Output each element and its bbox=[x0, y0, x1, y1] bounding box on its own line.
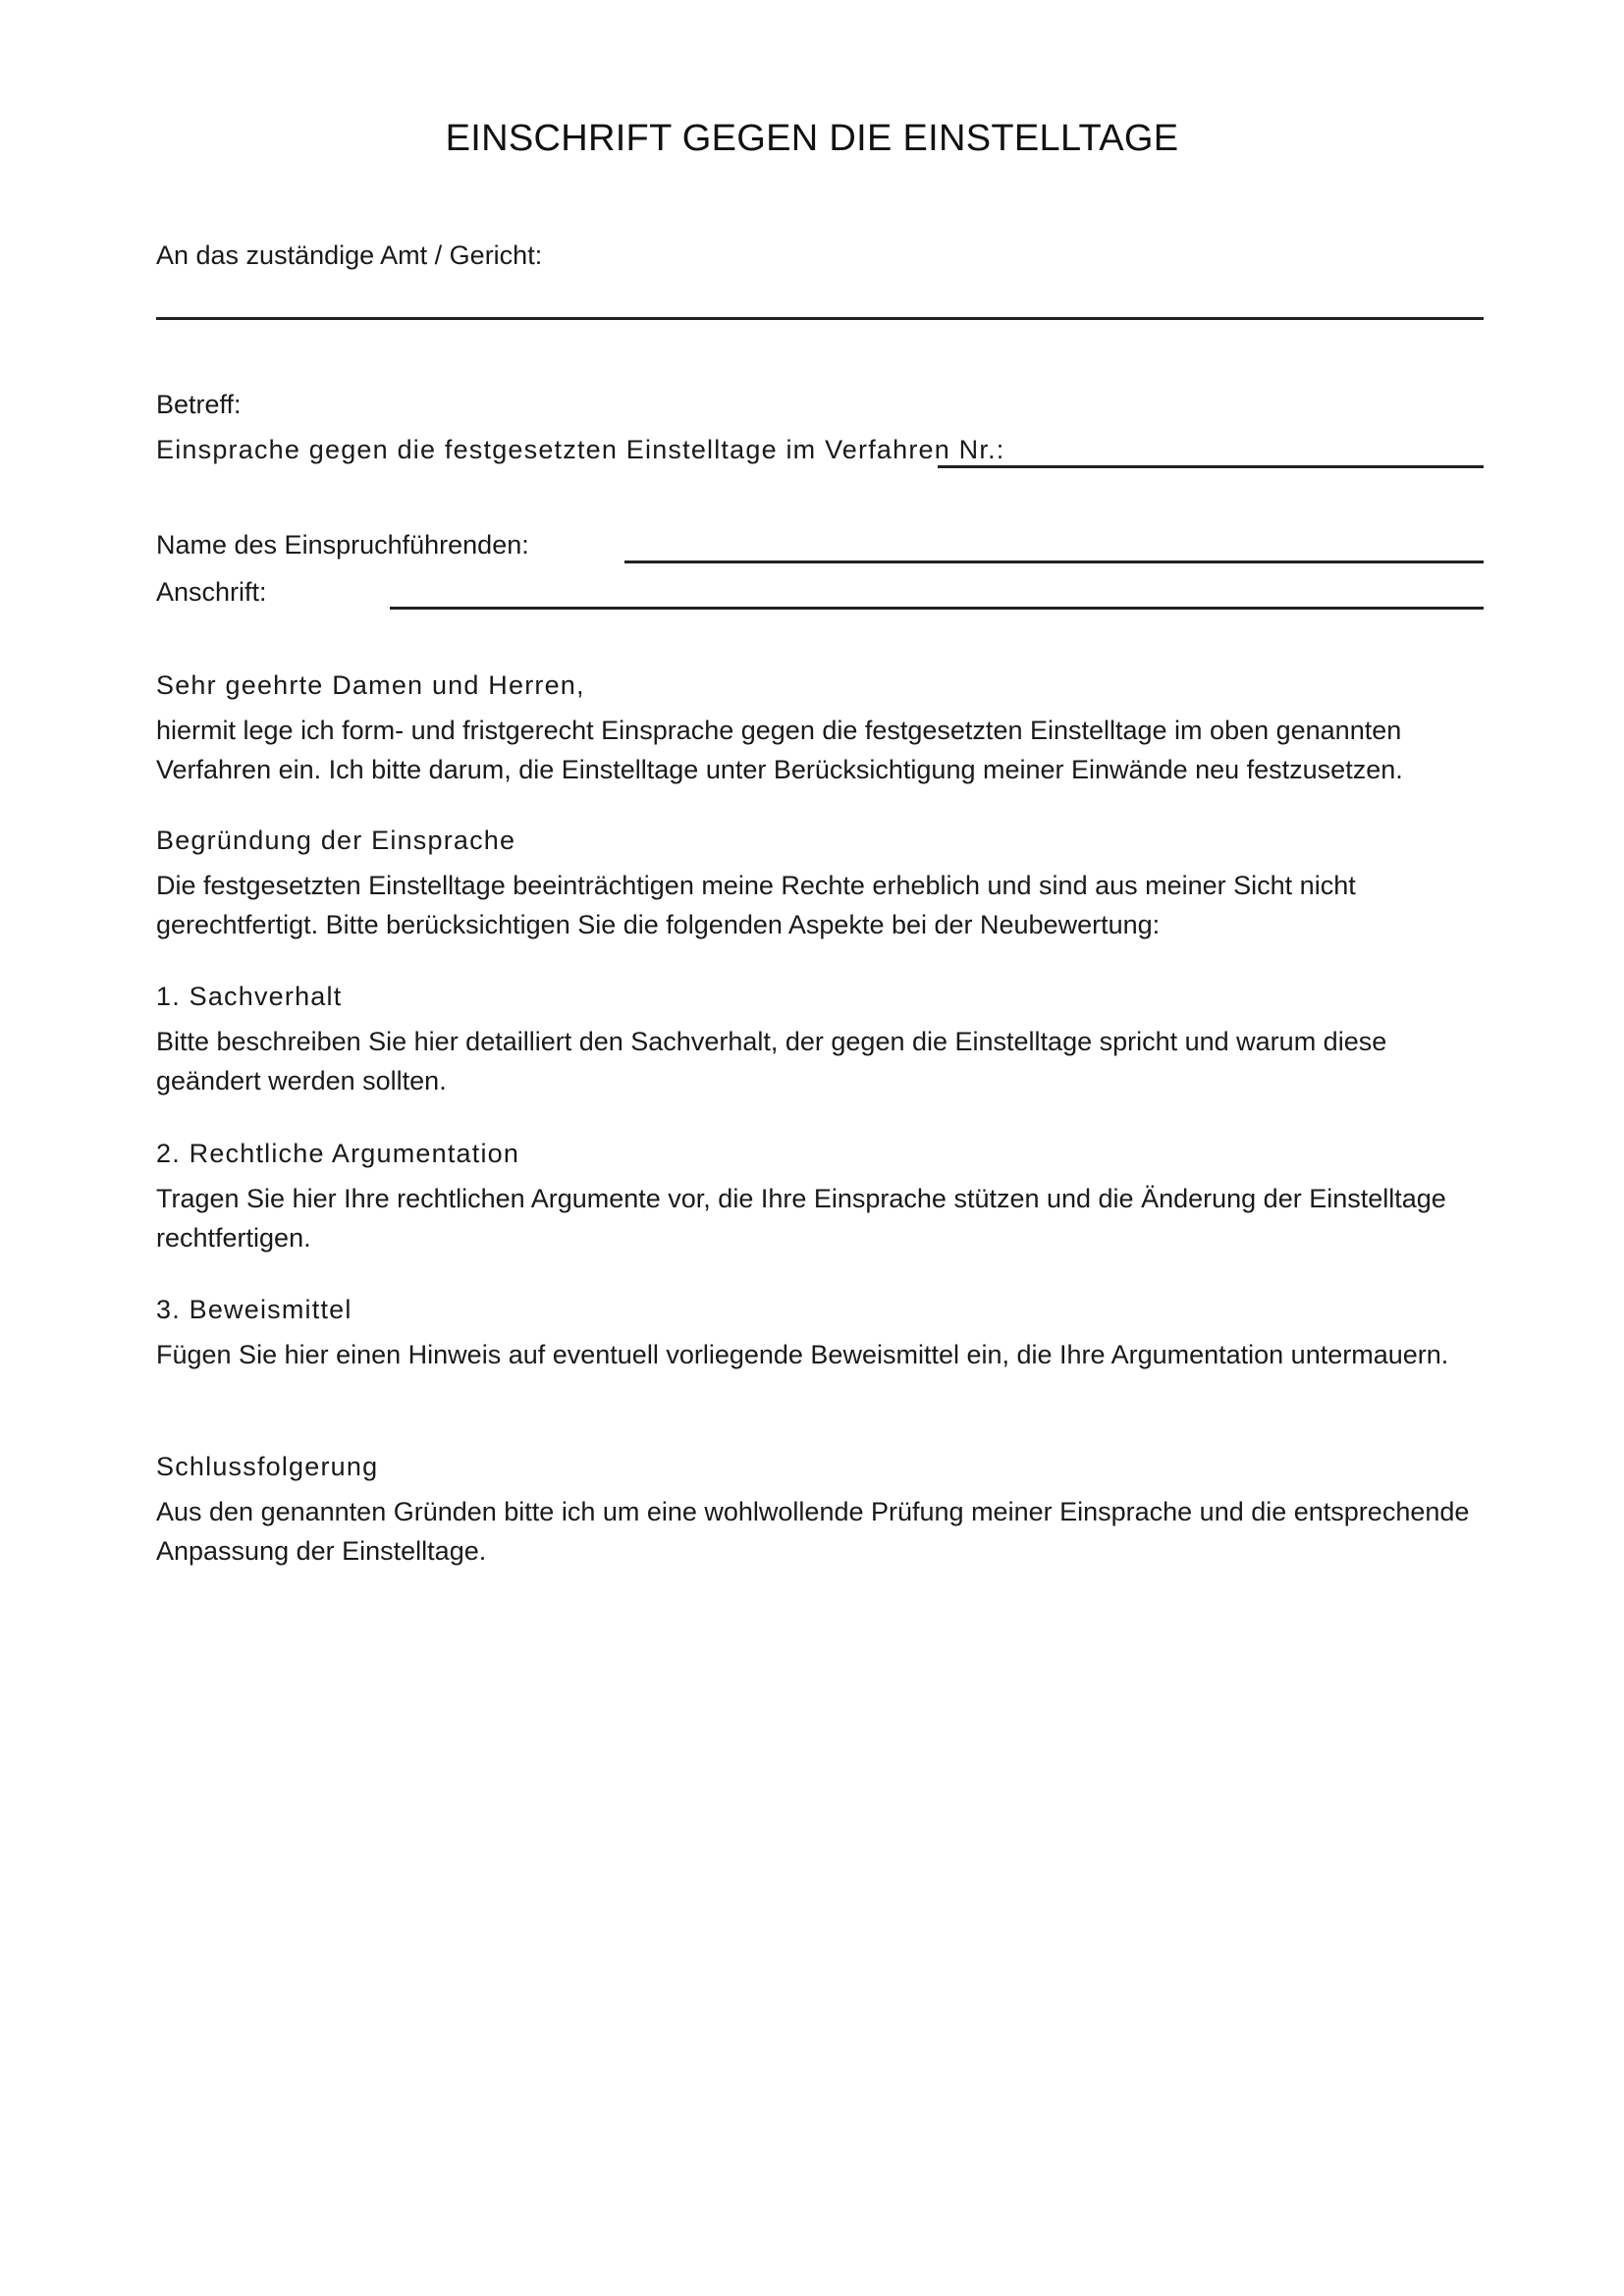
recipient-label: An das zuständige Amt / Gericht: bbox=[156, 240, 543, 270]
section-body: Bitte beschreiben Sie hier detailliert den Sachverhalt, der gegen die Einstelltage spricht und warum diese geändert werden sollten. bbox=[156, 1027, 1387, 1095]
section-heading: Schlussfolgerung bbox=[156, 1452, 379, 1481]
case-number-field-line[interactable] bbox=[938, 465, 1484, 468]
section-heading: 1. Sachverhalt bbox=[156, 982, 343, 1011]
section-heading: 3. Beweismittel bbox=[156, 1295, 352, 1324]
subject-label: Betreff: bbox=[156, 390, 242, 419]
name-label: Name des Einspruchführenden: bbox=[156, 530, 529, 560]
section-heading: Begründung der Einsprache bbox=[156, 826, 516, 855]
salutation: Sehr geehrte Damen und Herren, bbox=[156, 670, 585, 700]
section-body: Aus den genannten Gründen bitte ich um eine wohlwollende Prüfung meiner Einsprache und die entsprechende Anpassung der Einstelltage. bbox=[156, 1497, 1470, 1566]
address-label: Anschrift: bbox=[156, 577, 267, 607]
document-title: EINSCHRIFT GEGEN DIE EINSTELLTAGE bbox=[445, 118, 1179, 159]
intro-paragraph: hiermit lege ich form- und fristgerecht Einsprache gegen die festgesetzten Einstelltage im oben genannten Verfahren ein. Ich bitte darum, die Einstelltage unter Berücksichtigung meiner Einwände neu festzusetzen. bbox=[156, 716, 1403, 784]
recipient-field-line[interactable] bbox=[156, 317, 1484, 320]
section-body: Tragen Sie hier Ihre rechtlichen Argumente vor, die Ihre Einsprache stützen und die Änderung der Einstelltage rechtfertigen. bbox=[156, 1184, 1446, 1253]
section-body: Fügen Sie hier einen Hinweis auf eventuell vorliegende Beweismittel ein, die Ihre Argumentation untermauern. bbox=[156, 1340, 1449, 1369]
section-heading: 2. Rechtliche Argumentation bbox=[156, 1139, 520, 1168]
subject-text: Einsprache gegen die festgesetzten Einstelltage im Verfahren Nr.: bbox=[156, 435, 1005, 464]
name-field-line[interactable] bbox=[624, 561, 1484, 563]
section-body: Die festgesetzten Einstelltage beeinträchtigen meine Rechte erheblich und sind aus meiner Sicht nicht gerechtfertigt. Bitte berücksichtigen Sie die folgenden Aspekte bei der Neubewertung: bbox=[156, 871, 1356, 939]
address-field-line[interactable] bbox=[390, 607, 1484, 610]
